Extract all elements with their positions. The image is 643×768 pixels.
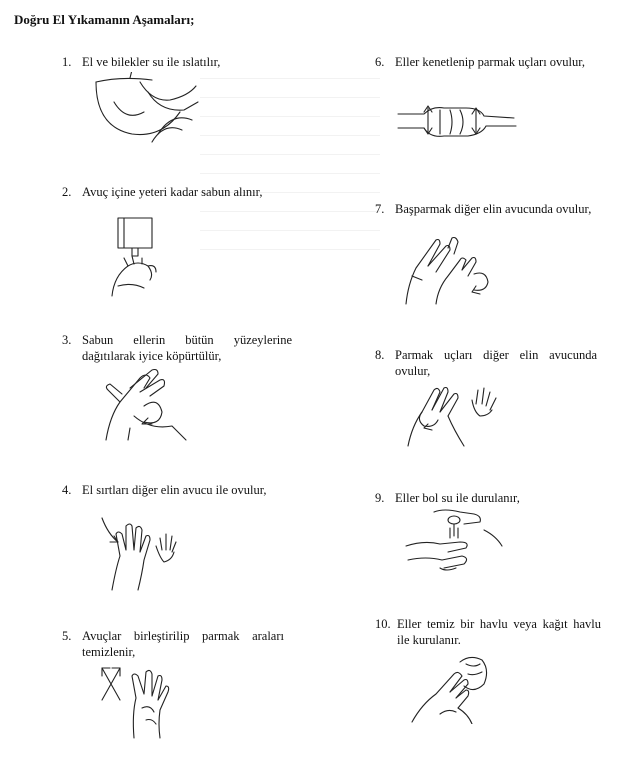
step-number: 4. xyxy=(62,483,72,497)
step-7 xyxy=(375,201,597,217)
step-text: Parmak uçları diğer elin avucunda ovulur, xyxy=(395,348,597,378)
step-number: 8. xyxy=(375,348,385,362)
step-number: 10. xyxy=(375,617,391,631)
step-number: 9. xyxy=(375,491,385,505)
hands-wetting-icon xyxy=(92,72,202,144)
step-text: Eller bol su ile durulanır, xyxy=(395,491,520,505)
step-3 xyxy=(62,332,292,364)
step-8 xyxy=(375,347,597,379)
step-number: 2. xyxy=(62,185,72,199)
step-text: Sabun ellerin bütün yüzeylerine dağıtılarak iyice köpürtülür, xyxy=(82,333,292,363)
step-text: Eller temiz bir havlu veya kağıt havlu ile kurulanır. xyxy=(397,617,601,647)
thumb-rub-icon xyxy=(402,236,498,306)
step-text: El ve bilekler su ile ıslatılır, xyxy=(82,55,221,69)
step-2 xyxy=(62,184,282,200)
step-10 xyxy=(375,616,601,648)
rinsing-hands-icon xyxy=(404,506,504,574)
back-of-hands-icon xyxy=(98,512,184,592)
step-number: 3. xyxy=(62,333,72,347)
step-1 xyxy=(62,54,272,70)
page-title: Doğru El Yıkamanın Aşamaları; xyxy=(14,12,195,27)
step-number: 7. xyxy=(375,202,385,216)
fingertips-rub-icon xyxy=(404,380,500,448)
step-text: Avuçlar birleştirilip parmak araları temizlenir, xyxy=(82,629,284,659)
soap-dispenser-icon xyxy=(104,216,164,298)
towel-drying-icon xyxy=(410,654,500,724)
step-number: 6. xyxy=(375,55,385,69)
step-text: Eller kenetlenip parmak uçları ovulur, xyxy=(395,55,586,69)
clasped-hands-icon xyxy=(396,96,518,144)
step-text: Başparmak diğer elin avucunda ovulur, xyxy=(395,202,592,216)
step-6 xyxy=(375,54,597,70)
step-9 xyxy=(375,490,597,506)
step-text: El sırtları diğer elin avucu ile ovulur, xyxy=(82,483,267,497)
interlaced-fingers-icon xyxy=(98,664,188,740)
faint-background-text xyxy=(200,60,380,700)
step-number: 1. xyxy=(62,55,72,69)
step-text: Avuç içine yeteri kadar sabun alınır, xyxy=(82,185,263,199)
lathering-hands-icon xyxy=(100,366,190,442)
step-4 xyxy=(62,482,284,498)
step-5 xyxy=(62,628,284,660)
step-number: 5. xyxy=(62,629,72,643)
